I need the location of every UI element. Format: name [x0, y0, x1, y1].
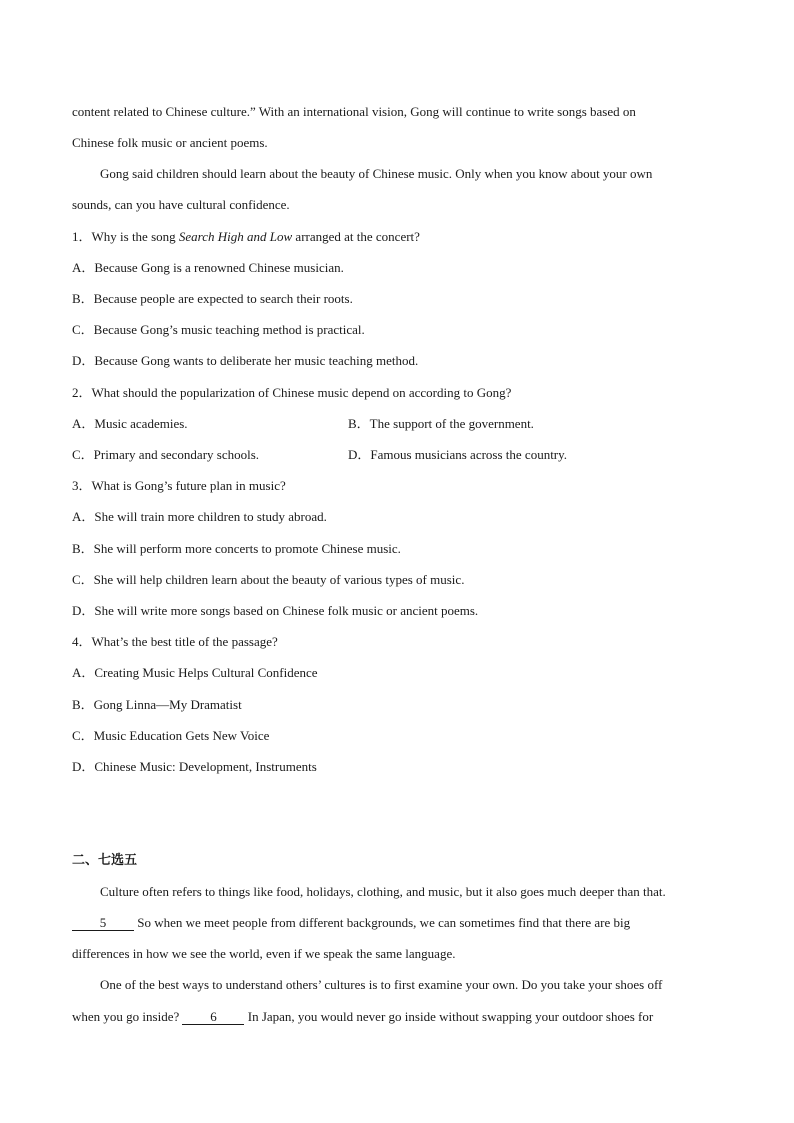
question-2-option-a[interactable]: A．Music academies.	[72, 416, 188, 431]
question-4-stem: 4．What’s the best title of the passage?	[72, 634, 278, 649]
question-2-option-c[interactable]: C．Primary and secondary schools.	[72, 447, 260, 462]
question-2-stem: 2．What should the popularization of Chinese music depend on according to Gong?	[72, 385, 512, 400]
question-1-option-c[interactable]: C．Because Gong’s music teaching method is practical.	[72, 322, 365, 337]
stem-text: 1．Why is the song	[72, 229, 179, 244]
passage-line	[72, 914, 630, 932]
question-4-option-b[interactable]: B．Gong Linna—My Dramatist	[72, 697, 242, 712]
question-1-option-a[interactable]: A．Because Gong is a renowned Chinese musician.	[72, 260, 344, 275]
blank-6[interactable]: 6	[182, 1010, 244, 1025]
question-2-option-b[interactable]: B．The support of the government.	[348, 416, 534, 431]
passage-line: One of the best ways to understand others’ cultures is to first examine your own. Do you take your shoes off	[100, 977, 663, 992]
question-3-option-c[interactable]: C．She will help children learn about the beauty of various types of music.	[72, 572, 465, 587]
song-title: Search High and Low	[178, 229, 293, 244]
question-2-option-d[interactable]: D．Famous musicians across the country.	[348, 447, 568, 462]
passage-text: In Japan, you would never go inside without swapping your outdoor shoes for	[244, 1009, 654, 1024]
question-1-option-b[interactable]: B．Because people are expected to search their roots.	[72, 291, 353, 306]
passage-line: sounds, can you have cultural confidence.	[72, 197, 290, 212]
passage-line: content related to Chinese culture.” With an international vision, Gong will continue to write songs based on	[72, 104, 636, 119]
passage-line: Chinese folk music or ancient poems.	[72, 135, 268, 150]
question-4-option-a[interactable]: A．Creating Music Helps Cultural Confidence	[72, 665, 318, 680]
passage-line	[72, 1008, 653, 1026]
passage-line: differences in how we see the world, even if we speak the same language.	[72, 946, 456, 961]
passage-text: when you go inside?	[72, 1009, 183, 1024]
question-1-option-d[interactable]: D．Because Gong wants to deliberate her music teaching method.	[72, 353, 419, 368]
passage-text: So when we meet people from different backgrounds, we can sometimes find that there are big	[134, 915, 631, 930]
question-3-option-b[interactable]: B．She will perform more concerts to promote Chinese music.	[72, 541, 401, 556]
question-1-stem	[72, 228, 420, 246]
section-heading: 二、七选五	[72, 853, 138, 868]
blank-5[interactable]: 5	[72, 916, 134, 931]
question-4-option-c[interactable]: C．Music Education Gets New Voice	[72, 728, 270, 743]
question-4-option-d[interactable]: D．Chinese Music: Development, Instruments	[72, 759, 317, 774]
passage-line: Culture often refers to things like food, holidays, clothing, and music, but it also goes much deeper than that.	[100, 884, 666, 899]
question-3-option-d[interactable]: D．She will write more songs based on Chinese folk music or ancient poems.	[72, 603, 479, 618]
question-3-option-a[interactable]: A．She will train more children to study abroad.	[72, 509, 327, 524]
stem-text: arranged at the concert?	[292, 229, 420, 244]
question-3-stem: 3．What is Gong’s future plan in music?	[72, 478, 286, 493]
passage-line: Gong said children should learn about the beauty of Chinese music. Only when you know about your own	[100, 166, 653, 181]
